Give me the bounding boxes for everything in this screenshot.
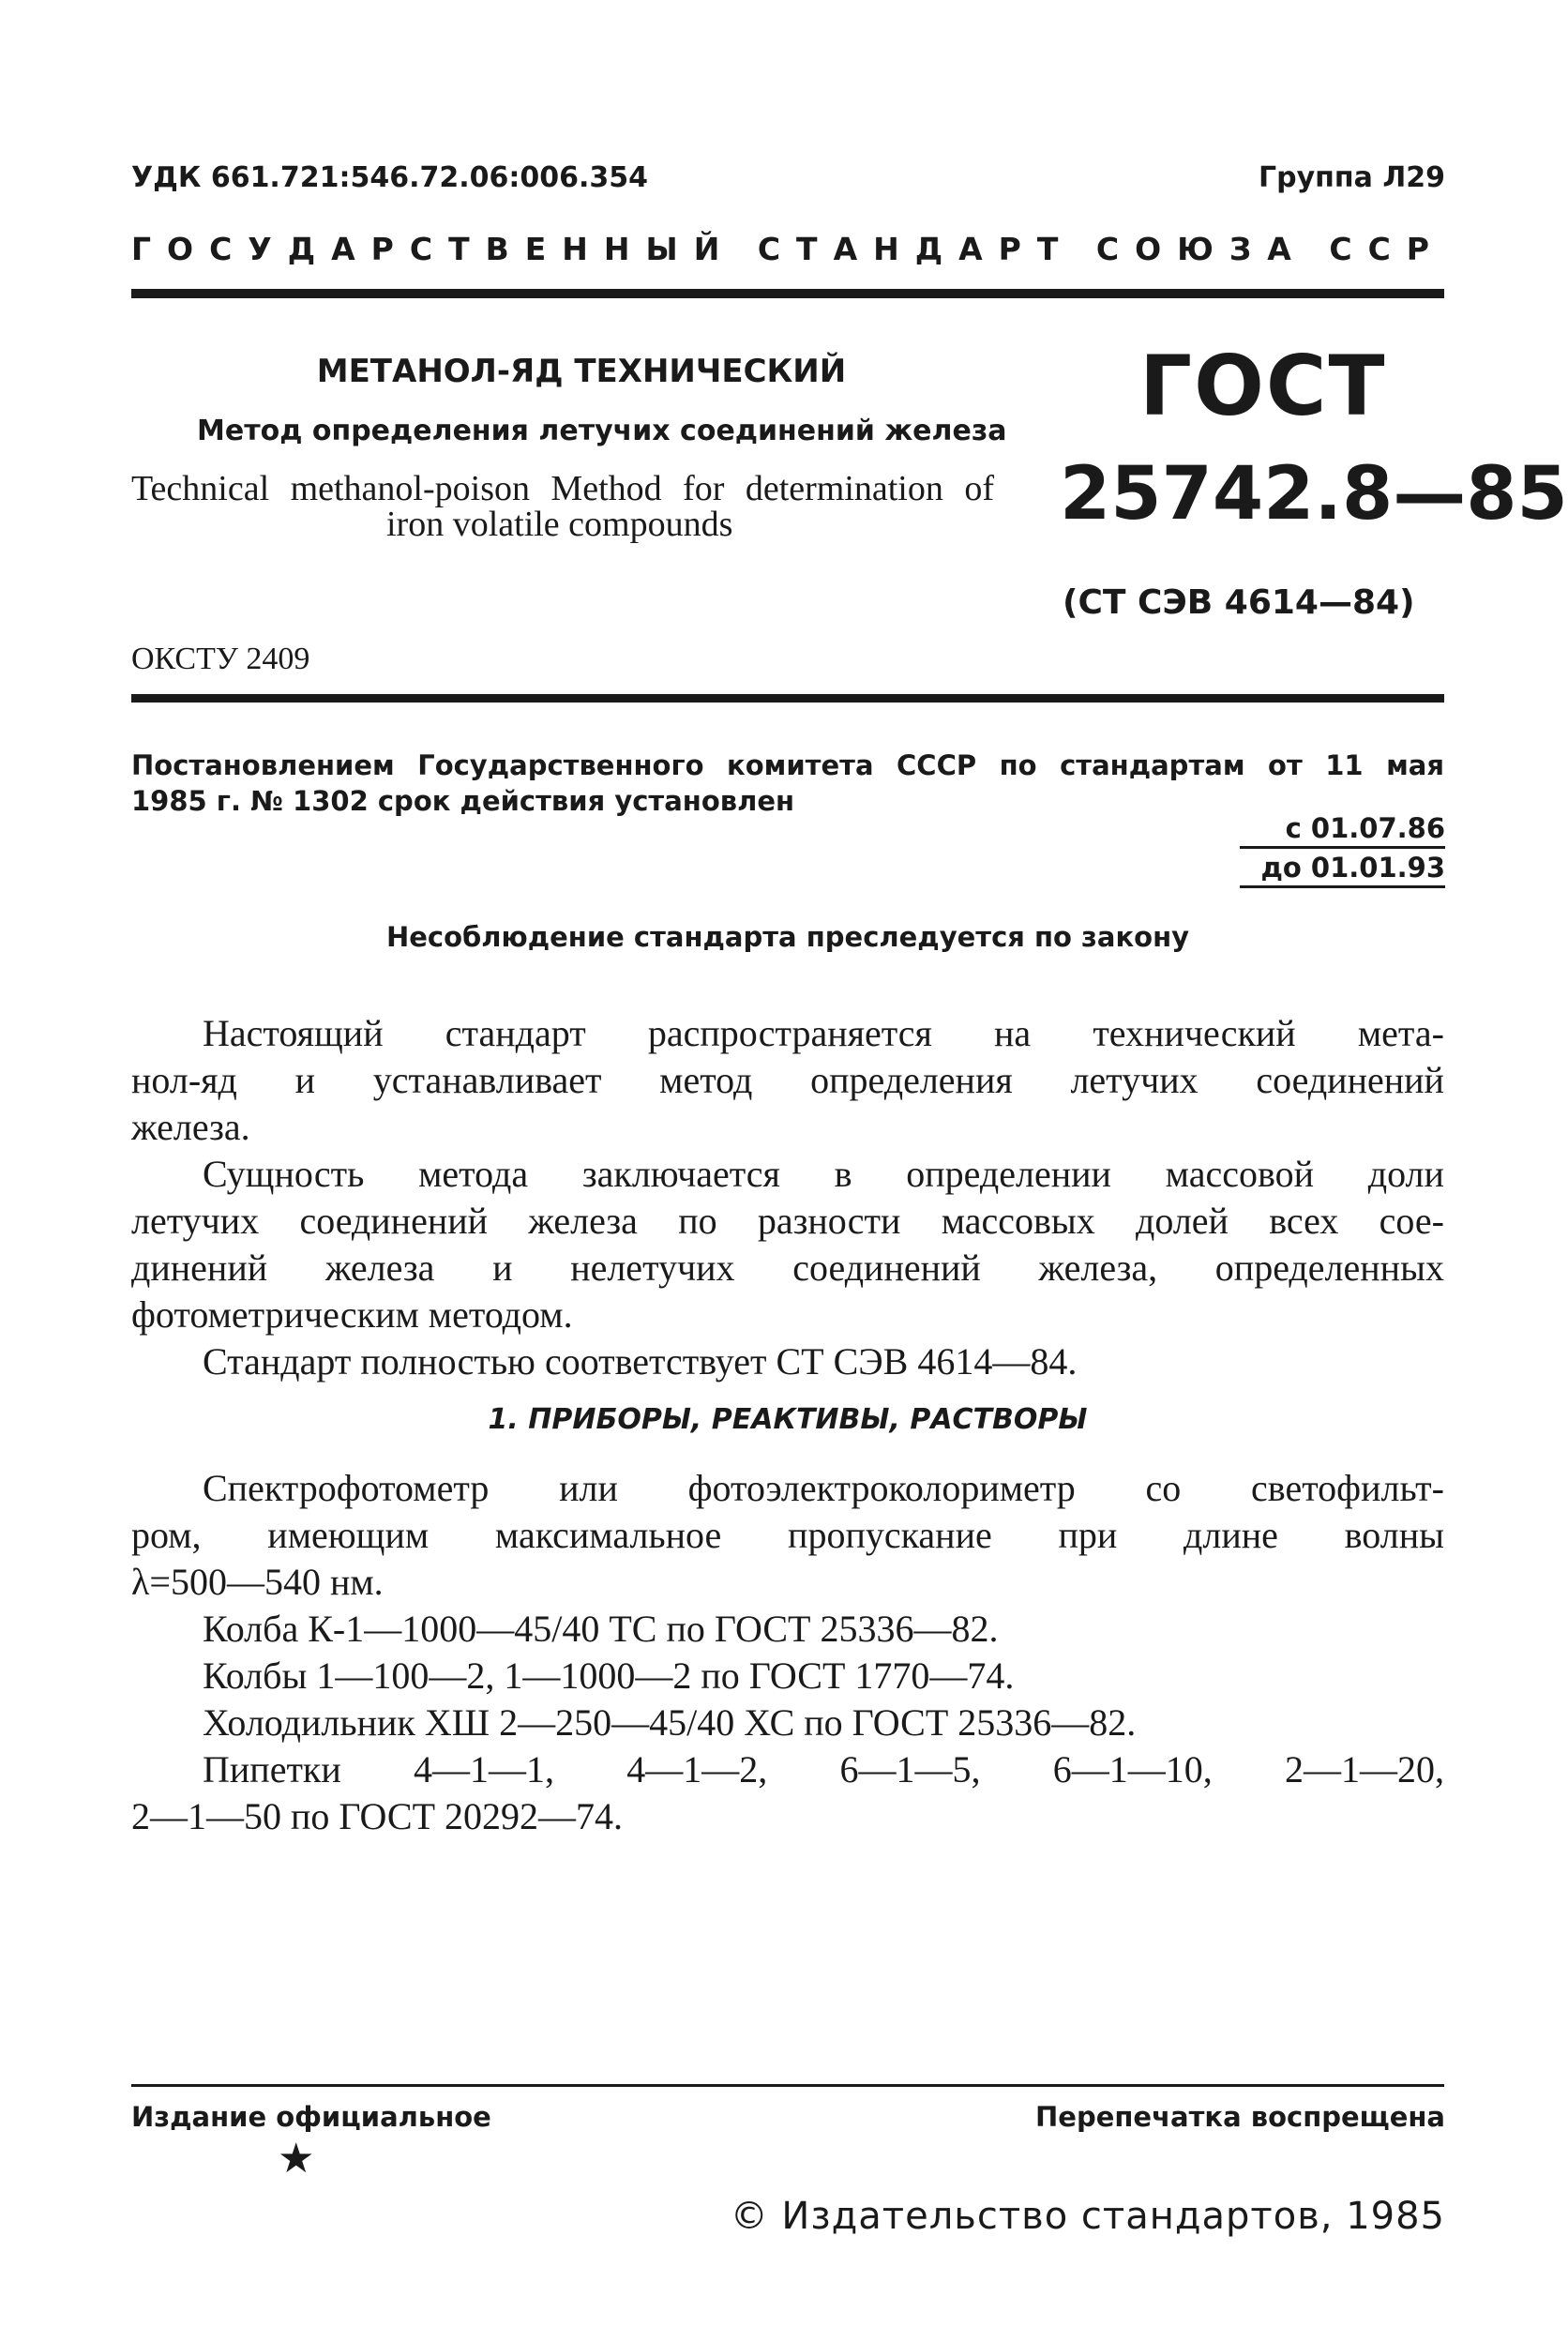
word: фотоэлектроколориметр — [687, 1467, 1076, 1509]
section-1-text — [131, 1465, 1444, 1840]
state-word-2: СТАНДАРТ — [757, 231, 1075, 267]
decree-line-1: Постановлением Государственного комитета СССР по стандартам от 11 мая — [131, 749, 1444, 781]
word: мета- — [1357, 1012, 1444, 1054]
word: соединений — [299, 1200, 489, 1242]
word: 6—1—5, — [839, 1748, 981, 1790]
text-line — [131, 1198, 1444, 1245]
en-word: Technical — [131, 469, 270, 508]
text-line — [131, 1465, 1444, 1512]
legal-notice: Несоблюдение стандарта преследуется по закону — [385, 921, 1190, 953]
word: со — [1145, 1467, 1182, 1509]
word: и — [492, 1247, 513, 1289]
word: и — [294, 1059, 316, 1101]
word: длине — [1184, 1514, 1278, 1556]
gost-number: 25742.8—85 — [1060, 452, 1568, 536]
word: или — [559, 1467, 618, 1509]
word: нол-яд — [131, 1059, 237, 1101]
word: 6—1—10, — [1052, 1748, 1213, 1790]
document-title: МЕТАНОЛ-ЯД ТЕХНИЧЕСКИЙ — [316, 353, 847, 390]
state-word-4: ССР — [1329, 231, 1445, 267]
english-title — [131, 471, 994, 542]
word: соединений — [792, 1247, 981, 1289]
valid-to: до 01.01.93 — [1260, 852, 1445, 884]
valid-from-underline — [1240, 846, 1445, 849]
word: определения — [810, 1059, 1013, 1101]
gost-label: ГОСТ — [1139, 338, 1387, 434]
word: нелетучих — [570, 1247, 735, 1289]
text-line: 2—1—50 по ГОСТ 20292—74. — [131, 1795, 624, 1837]
group-code: Группа Л29 — [1259, 161, 1445, 194]
word: светофильт- — [1251, 1467, 1444, 1509]
word: ром, — [131, 1514, 202, 1556]
text-line: железа. — [131, 1106, 250, 1148]
word: всех — [1269, 1200, 1339, 1242]
word: долей — [1136, 1200, 1229, 1242]
word: железа — [324, 1247, 435, 1289]
text-line: Холодильник ХШ 2—250—45/40 ХС по ГОСТ 25336—82. — [203, 1701, 1137, 1744]
word: при — [1058, 1514, 1118, 1556]
word: 4—1—1, — [414, 1748, 555, 1790]
text-line: Стандарт полностью соответствует СТ СЭВ 4614—84. — [203, 1340, 1078, 1383]
cmea-reference: (СТ СЭВ 4614—84) — [1063, 583, 1415, 622]
word: 2—1—20, — [1284, 1748, 1444, 1790]
word: сое- — [1379, 1200, 1444, 1242]
en-word: Method — [550, 469, 662, 508]
word: Спектрофотометр — [203, 1467, 490, 1509]
word: железа — [528, 1200, 638, 1242]
word: Пипетки — [203, 1748, 341, 1790]
word: массовых — [941, 1200, 1095, 1242]
word: доли — [1367, 1153, 1444, 1195]
top-rule — [131, 289, 1444, 298]
middle-rule — [131, 694, 1444, 703]
text-line — [131, 1746, 1444, 1793]
word: массовой — [1165, 1153, 1314, 1195]
text-line — [131, 1010, 1444, 1057]
word: распространяется — [647, 1012, 932, 1054]
word: разности — [757, 1200, 901, 1242]
word: определении — [906, 1153, 1111, 1195]
word: метод — [659, 1059, 753, 1101]
word: заключается — [581, 1153, 780, 1195]
state-standard-banner — [131, 231, 1445, 267]
english-title-line-1 — [131, 471, 994, 506]
word: динений — [131, 1247, 268, 1289]
word: соединений — [1256, 1059, 1444, 1101]
text-line: Колбы 1—100—2, 1—1000—2 по ГОСТ 1770—74. — [203, 1655, 1015, 1697]
text-line — [131, 1245, 1444, 1292]
copyright-line: © Издательство стандартов, 1985 — [730, 2195, 1445, 2238]
word: железа, — [1038, 1247, 1158, 1289]
valid-to-underline — [1240, 885, 1445, 888]
intro-text — [131, 1010, 1444, 1385]
udk-code: УДК 661.721:546.72.06:006.354 — [131, 161, 649, 194]
footer-rule — [131, 2084, 1444, 2087]
word: пропускание — [788, 1514, 992, 1556]
word: стандарт — [445, 1012, 586, 1054]
word: летучих — [1070, 1059, 1199, 1101]
word: по — [678, 1200, 717, 1242]
section-heading: 1. ПРИБОРЫ, РЕАКТИВЫ, РАСТВОРЫ — [488, 1403, 1088, 1436]
star-icon: ★ — [278, 2135, 315, 2183]
reprint-prohibited: Перепечатка воспрещена — [1035, 2101, 1445, 2133]
decree-line-2: 1985 г. № 1302 срок действия установлен — [131, 785, 795, 817]
state-word-3: СОЮЗА — [1095, 231, 1307, 267]
valid-from: с 01.07.86 — [1285, 812, 1445, 844]
text-line: Колба К-1—1000—45/40 ТС по ГОСТ 25336—82. — [203, 1608, 999, 1650]
text-line — [131, 1512, 1444, 1559]
state-word-1: ГОСУДАРСТВЕННЫЙ — [131, 231, 736, 267]
word: устанавливает — [372, 1059, 602, 1101]
text-line — [131, 1057, 1444, 1104]
text-line: λ=500—540 нм. — [131, 1561, 384, 1603]
word: в — [834, 1153, 852, 1195]
text-line — [131, 1151, 1444, 1198]
document-subtitle: Метод определения летучих соединений железа — [197, 415, 1007, 447]
word: метода — [418, 1153, 529, 1195]
word: летучих — [131, 1200, 260, 1242]
en-word: of — [964, 469, 994, 508]
official-edition: Издание официальное — [131, 2101, 491, 2133]
en-word: methanol-poison — [290, 469, 530, 508]
word: волны — [1344, 1514, 1444, 1556]
word: Сущность — [203, 1153, 365, 1195]
en-word: determination — [745, 469, 943, 508]
word: 4—1—2, — [626, 1748, 768, 1790]
oksu-code: ОКСТУ 2409 — [131, 642, 310, 676]
word: максимальное — [494, 1514, 722, 1556]
english-title-line-2: iron volatile compounds — [386, 505, 733, 544]
word: технический — [1093, 1012, 1296, 1054]
word: на — [994, 1012, 1032, 1054]
text-line: фотометрическим методом. — [131, 1293, 573, 1336]
word: Настоящий — [203, 1012, 384, 1054]
word: определенных — [1214, 1247, 1444, 1289]
en-word: for — [683, 469, 725, 508]
word: имеющим — [267, 1514, 430, 1556]
